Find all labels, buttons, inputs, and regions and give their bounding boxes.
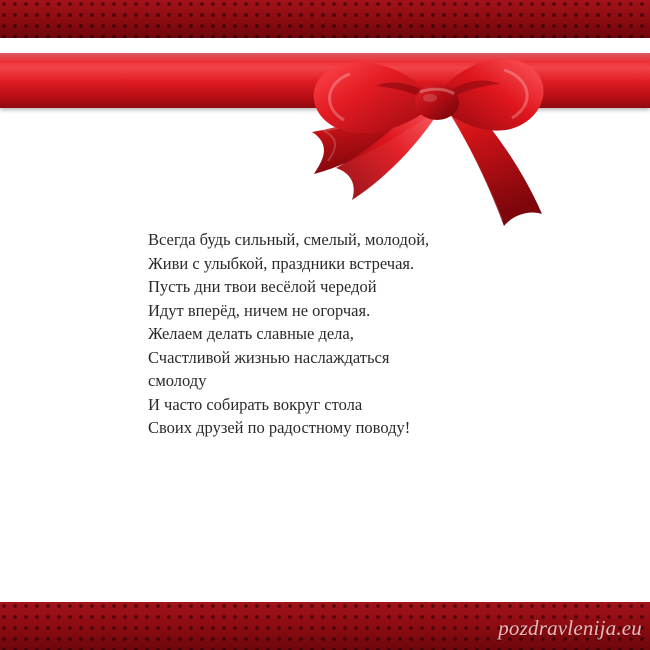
site-watermark: pozdravlenija.eu [498, 616, 642, 640]
verse-line: смолоду [148, 371, 207, 390]
verse-line: Желаем делать славные дела, [148, 324, 354, 343]
verse-line: Своих друзей по радостному поводу! [148, 418, 411, 437]
verse-line: Идут вперёд, ничем не огорчая. [148, 300, 371, 320]
bottom-decorative-band [0, 602, 650, 650]
verse-line: И часто собирать вокруг стола [148, 394, 363, 414]
verse-text [148, 228, 568, 440]
ribbon-bow [290, 28, 552, 233]
verse-line: Пусть дни твои весёлой чередой [148, 277, 377, 296]
verse-line: Счастливой жизнью наслаждаться [148, 347, 390, 367]
verse-line: Живи с улыбкой, праздники встречая. [148, 253, 415, 273]
verse-line: Всегда будь сильный, смелый, молодой, [148, 230, 430, 249]
